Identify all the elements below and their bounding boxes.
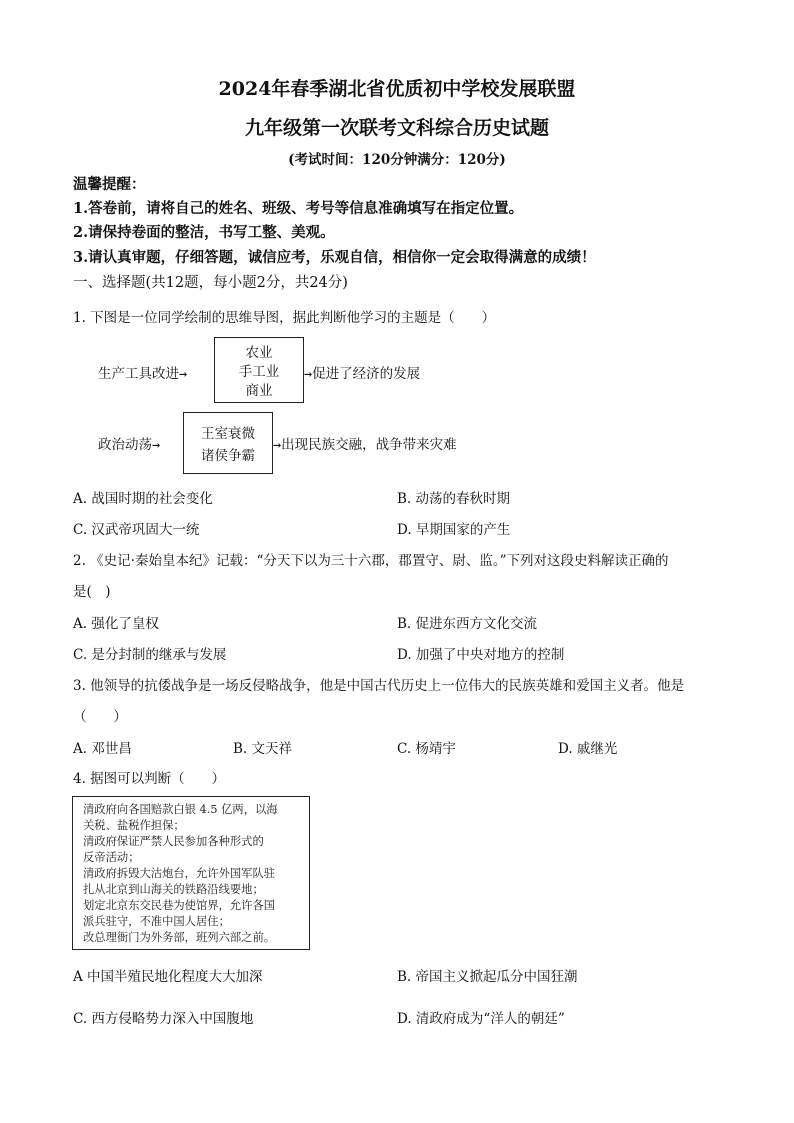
document-line: 派兵驻守，不准中国人居住；	[83, 915, 230, 928]
question-3-option-a[interactable]: A. 邓世昌	[73, 741, 132, 757]
question-4-stem: 4. 据图可以判断（ ）	[73, 771, 226, 787]
diagram-row2-left: 政治动荡→	[98, 437, 161, 453]
question-3-option-c[interactable]: C. 杨靖宇	[397, 741, 456, 757]
document-line: 改总理衙门为外务部，班列六部之前。	[83, 931, 276, 944]
document-line: 关税、盐税作担保；	[83, 819, 185, 832]
diagram-box-item: 商业	[245, 383, 273, 399]
question-1-option-c[interactable]: C. 汉武帝巩固大一统	[73, 522, 200, 538]
question-3-stem-cont: （ ）	[73, 709, 127, 725]
question-3-option-b[interactable]: B. 文天祥	[233, 741, 293, 757]
diagram-row2-right: →出现民族交融，战争带来灾难	[273, 437, 457, 453]
diagram-row1-left: 生产工具改进→	[98, 366, 188, 382]
diagram-box-politics	[183, 412, 273, 474]
diagram-box-item: 手工业	[238, 364, 280, 380]
question-2-option-c[interactable]: C. 是分封制的继承与发展	[73, 647, 227, 663]
document-line: 清政府向各国赔款白银 4.5 亿两，以海	[83, 803, 278, 816]
diagram-box-item: 王室衰微	[201, 426, 255, 442]
section-heading: 一、选择题(共12题，每小题2分，共24分)	[73, 275, 348, 291]
diagram-box-item: 诸侯争霸	[201, 448, 255, 464]
diagram-box-item: 农业	[245, 345, 273, 361]
question-4-option-a[interactable]: A 中国半殖民地化程度大大加深	[73, 969, 263, 985]
question-3-stem: 3. 他领导的抗倭战争是一场反侵略战争，他是中国古代历史上一位伟大的民族英雄和爱国主义者。他是	[73, 678, 685, 694]
question-2-stem-cont: 是( )	[73, 584, 111, 600]
question-1-stem: 1. 下图是一位同学绘制的思维导图，据此判断他学习的主题是（ ）	[73, 310, 496, 326]
diagram-box-economy	[214, 337, 304, 403]
question-2-option-a[interactable]: A. 强化了皇权	[73, 616, 159, 632]
notice-heading: 温馨提醒：	[73, 176, 146, 193]
question-1-option-d[interactable]: D. 早期国家的产生	[397, 522, 511, 538]
document-line: 反帝活动；	[83, 851, 140, 864]
question-2-option-b[interactable]: B. 促进东西方文化交流	[397, 616, 538, 632]
exam-title-line2: 九年级第一次联考文科综合历史试题	[244, 117, 549, 139]
document-line: 清政府拆毁大沽炮台，允许外国军队驻	[83, 867, 276, 880]
document-line: 划定北京东交民巷为使馆界，允许各国	[83, 899, 276, 912]
question-4-option-c[interactable]: C. 西方侵略势力深入中国腹地	[73, 1011, 254, 1027]
question-2-stem: 2. 《史记·秦始皇本纪》记载：“分天下以为三十六郡，郡置守、尉、监。”下列对这段史料解读正确的	[73, 553, 669, 569]
question-2-option-d[interactable]: D. 加强了中央对地方的控制	[397, 647, 565, 663]
question-1-option-a[interactable]: A. 战国时期的社会变化	[73, 491, 213, 507]
notice-item: 2.请保持卷面的整洁，书写工整、美观。	[73, 224, 335, 241]
notice-item: 3.请认真审题，仔细答题，诚信应考，乐观自信，相信你一定会取得满意的成绩！	[73, 249, 596, 266]
diagram-row1-right: →促进了经济的发展	[304, 366, 421, 382]
question-3-option-d[interactable]: D. 戚继光	[558, 741, 618, 757]
treaty-document-image	[72, 796, 310, 950]
question-4-option-d[interactable]: D. 清政府成为“洋人的朝廷”	[397, 1011, 565, 1027]
document-line: 清政府保证严禁人民参加各种形式的	[83, 835, 264, 848]
exam-title-line1: 2024年春季湖北省优质初中学校发展联盟	[218, 78, 576, 100]
document-line: 扎从北京到山海关的铁路沿线要地；	[83, 883, 264, 896]
notice-item: 1.答卷前，请将自己的姓名、班级、考号等信息准确填写在指定位置。	[73, 200, 524, 217]
question-4-option-b[interactable]: B. 帝国主义掀起瓜分中国狂潮	[397, 969, 578, 985]
question-1-option-b[interactable]: B. 动荡的春秋时期	[397, 491, 511, 507]
exam-info: (考试时间：120分钟满分：120分)	[288, 152, 506, 168]
